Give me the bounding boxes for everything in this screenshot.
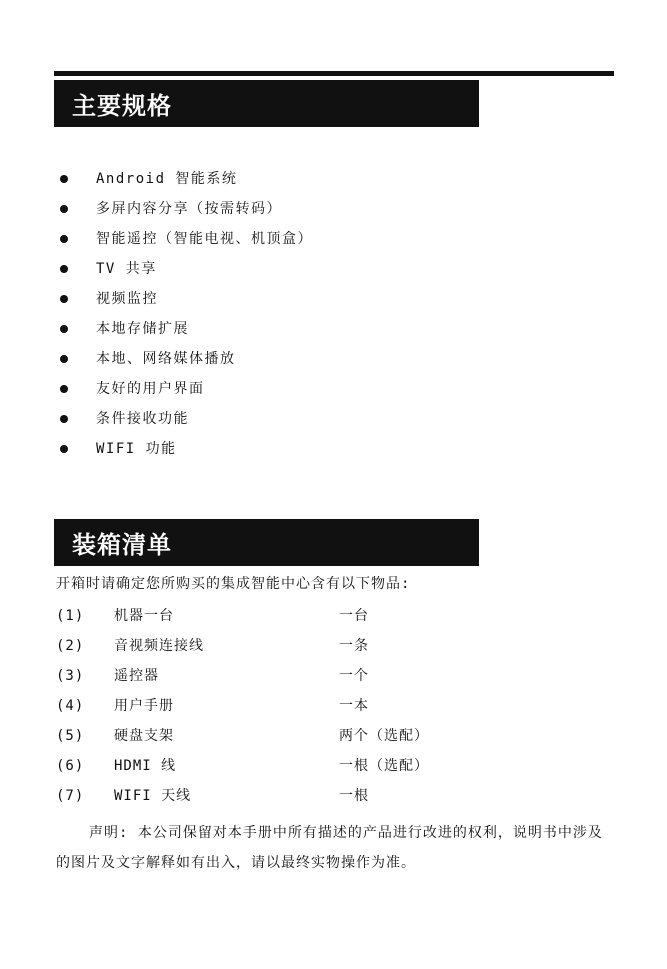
bullet-icon <box>60 445 68 453</box>
item-quantity: 两个（选配） <box>339 728 429 744</box>
bullet-icon <box>60 355 68 363</box>
item-quantity: 一台 <box>339 608 369 624</box>
item-number: (6) <box>56 758 85 774</box>
list-item: 本地存储扩展 <box>60 314 313 344</box>
packing-item <box>56 631 616 661</box>
list-item: 智能遥控（智能电视、机顶盒） <box>60 224 313 254</box>
bullet-icon <box>60 175 68 183</box>
item-name: WIFI 天线 <box>114 788 192 804</box>
packing-list <box>56 601 616 811</box>
packing-item <box>56 751 616 781</box>
bullet-icon <box>60 385 68 393</box>
list-item: 友好的用户界面 <box>60 374 313 404</box>
item-number: (1) <box>56 608 85 624</box>
bullet-icon <box>60 265 68 273</box>
disclaimer: 声明: 本公司保留对本手册中所有描述的产品进行改进的权利，说明书中涉及的图片及文字解释如有出入，请以最终实物操作为准。 <box>56 825 603 871</box>
packing-item <box>56 691 616 721</box>
item-quantity: 一条 <box>339 638 369 654</box>
list-item: 多屏内容分享（按需转码） <box>60 194 313 224</box>
bullet-icon <box>60 325 68 333</box>
item-number: (4) <box>56 698 85 714</box>
spec-list <box>60 164 313 464</box>
item-number: (5) <box>56 728 85 744</box>
list-item: 本地、网络媒体播放 <box>60 344 313 374</box>
list-item: 视频监控 <box>60 284 313 314</box>
packing-item <box>56 661 616 691</box>
bullet-icon <box>60 235 68 243</box>
section-title-specs: 主要规格 <box>72 92 172 120</box>
bullet-icon <box>60 295 68 303</box>
item-quantity: 一根（选配） <box>339 758 429 774</box>
section-header-packing <box>54 519 479 566</box>
item-number: (2) <box>56 638 85 654</box>
packing-intro: 开箱时请确定您所购买的集成智能中心含有以下物品: <box>56 576 411 592</box>
item-number: (3) <box>56 668 85 684</box>
list-item: Android 智能系统 <box>60 164 313 194</box>
item-number: (7) <box>56 788 85 804</box>
packing-item <box>56 781 616 811</box>
item-quantity: 一本 <box>339 698 369 714</box>
bullet-icon <box>60 205 68 213</box>
section-header-specs <box>54 80 479 127</box>
packing-item <box>56 601 616 631</box>
list-item: WIFI 功能 <box>60 434 313 464</box>
item-name: 机器一台 <box>114 608 174 624</box>
item-name: 遥控器 <box>114 668 159 684</box>
item-name: 用户手册 <box>114 698 174 714</box>
section-title-packing: 装箱清单 <box>72 531 172 559</box>
list-item: 条件接收功能 <box>60 404 313 434</box>
bullet-icon <box>60 415 68 423</box>
item-name: HDMI 线 <box>114 758 177 774</box>
item-quantity: 一个 <box>339 668 369 684</box>
item-name: 音视频连接线 <box>114 638 204 654</box>
top-rule <box>54 71 614 76</box>
item-name: 硬盘支架 <box>114 728 174 744</box>
packing-item <box>56 721 616 751</box>
list-item: TV 共享 <box>60 254 313 284</box>
item-quantity: 一根 <box>339 788 369 804</box>
